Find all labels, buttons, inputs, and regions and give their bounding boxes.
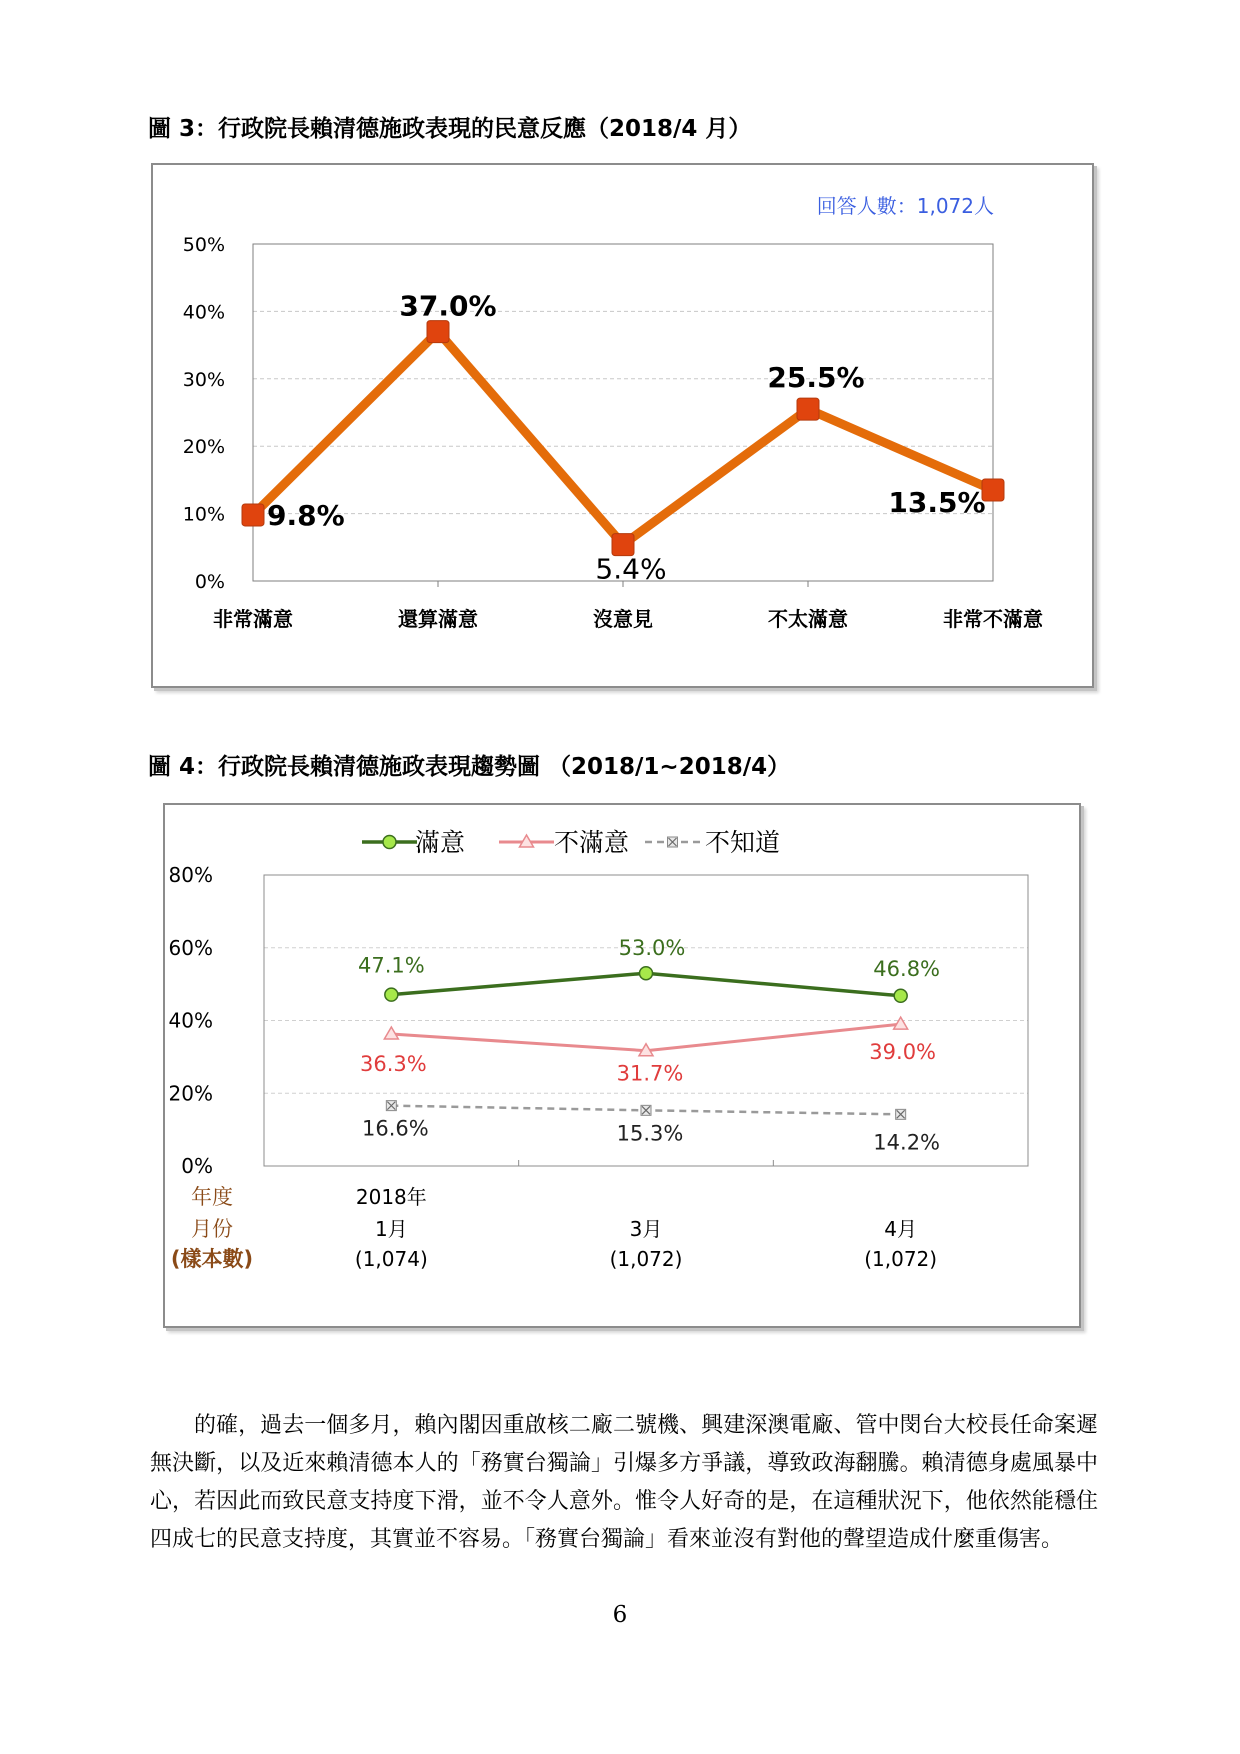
data-label: 14.2%: [873, 1130, 941, 1155]
x-tick-label: 不太滿意: [768, 607, 848, 631]
data-label: 36.3%: [359, 1051, 427, 1076]
y-tick-label: 40%: [182, 301, 225, 324]
data-label: 31.7%: [616, 1061, 684, 1086]
figure-4-caption: 圖 4：行政院長賴清德施政表現趨勢圖 （2018/1~2018/4）: [148, 754, 791, 780]
y-tick-label: 0%: [181, 1154, 213, 1178]
data-point-marker: [640, 967, 653, 980]
data-point-marker: [385, 988, 398, 1001]
x-tick-label: 沒意見: [593, 607, 653, 631]
page-number: 6: [612, 1602, 628, 1628]
legend-label: 滿意: [415, 828, 466, 857]
data-label: 39.0%: [869, 1040, 937, 1065]
data-point-marker: [894, 1017, 908, 1029]
data-label: 37.0%: [399, 289, 497, 323]
data-label: 46.8%: [873, 956, 941, 981]
data-label: 13.5%: [888, 486, 986, 520]
data-label: 16.6%: [361, 1116, 429, 1141]
legend-label: 不滿意: [554, 828, 630, 857]
y-tick-label: 80%: [168, 863, 213, 887]
y-tick-label: 30%: [182, 368, 225, 391]
data-label: 47.1%: [357, 953, 425, 978]
data-label: 15.3%: [616, 1121, 684, 1146]
y-tick-label: 20%: [182, 436, 225, 459]
data-point-marker: [242, 504, 264, 526]
figure-3-caption: 圖 3：行政院長賴清德施政表現的民意反應（2018/4 月）: [148, 116, 752, 142]
row-header-label: (樣本數): [170, 1247, 254, 1271]
x-tick-label: 還算滿意: [398, 607, 478, 631]
plot-area: [253, 244, 993, 581]
x-tick-label: 1月: [374, 1217, 408, 1241]
figure-3-chart-frame: [151, 163, 1094, 688]
y-tick-label: 40%: [168, 1008, 213, 1033]
x-tick-label: 非常滿意: [213, 607, 293, 631]
x-tick-label: (1,074): [354, 1247, 428, 1271]
series-line: [253, 332, 993, 545]
data-label: 53.0%: [618, 936, 686, 961]
figure-4-chart: [165, 805, 1079, 1326]
row-header-label: 年度: [191, 1185, 233, 1209]
y-tick-label: 60%: [168, 935, 213, 960]
y-tick-label: 10%: [182, 503, 225, 526]
body-paragraph: 的確，過去一個多月，賴內閣因重啟核二廠二號機、興建深澳電廠、管中閔台大校長任命案遲無決斷，以及近來賴清德本人的「務實台獨論」引爆多方爭議，導致政海翻騰。賴清德身處風暴中心，若因此而致民意支持度下滑，並不令人意外。惟令人好奇的是，在這種狀況下，他依然能穩住四成七的民意支持度，其實並不容易。「務實台獨論」看來並沒有對他的聲望造成什麼重傷害。: [150, 1413, 1098, 1552]
data-point-marker: [427, 321, 449, 343]
data-label: 25.5%: [767, 361, 865, 395]
data-label: 5.4%: [595, 552, 667, 586]
respondents-note: 回答人數：1,072人: [816, 194, 994, 218]
y-tick-label: 0%: [194, 571, 225, 593]
figure-3-chart: [153, 165, 1092, 686]
y-tick-label: 20%: [168, 1081, 213, 1106]
data-label: 9.8%: [267, 498, 345, 532]
data-point-marker: [797, 398, 819, 420]
x-tick-label: (1,072): [864, 1247, 938, 1271]
x-tick-label: (1,072): [609, 1247, 683, 1271]
x-tick-label: 2018年: [355, 1185, 427, 1209]
data-point-marker: [894, 989, 907, 1002]
row-header-label: 月份: [191, 1217, 233, 1241]
x-tick-label: 3月: [629, 1217, 663, 1241]
x-tick-label: 非常不滿意: [943, 607, 1043, 631]
legend-label: 不知道: [705, 828, 781, 857]
figure-4-chart-frame: [163, 803, 1081, 1328]
y-tick-label: 50%: [182, 234, 225, 256]
x-tick-label: 4月: [884, 1217, 918, 1241]
data-point-marker: [383, 836, 396, 849]
body-text: [150, 1407, 1098, 1559]
